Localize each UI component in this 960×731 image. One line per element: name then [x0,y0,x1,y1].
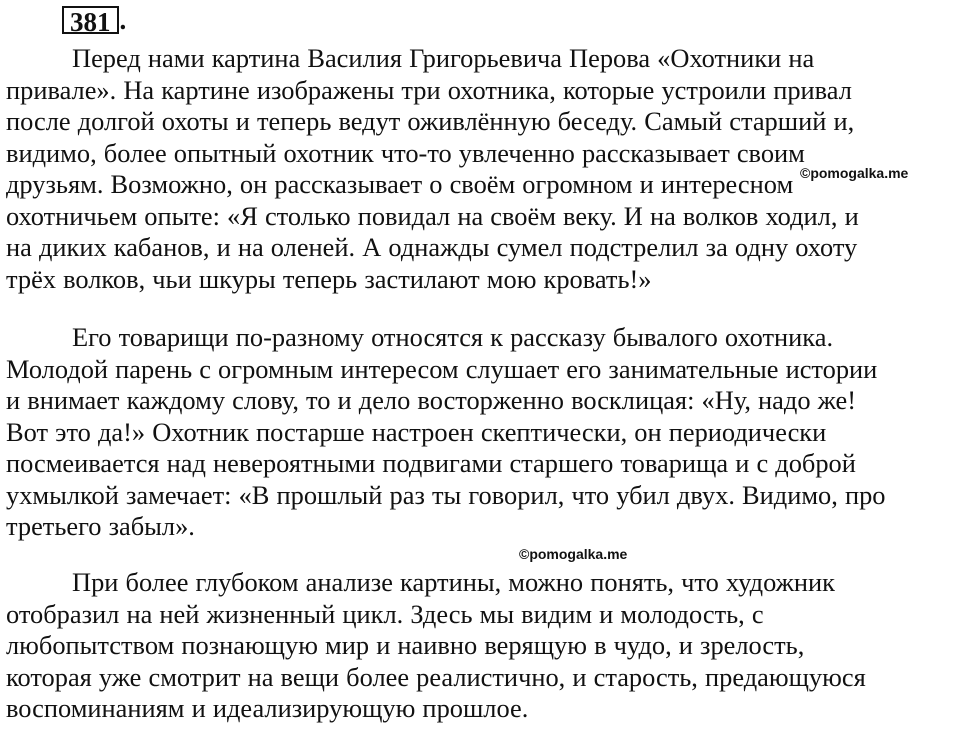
text-line: ухмылкой замечает: «В прошлый раз ты говорил, что убил двух. Видимо, про [6,479,886,510]
exercise-number-box: 381 [62,6,119,34]
exercise-number [62,4,127,37]
text-line: Перед нами картина Василия Григорьевича Перова «Охотники на [72,43,815,73]
text-line: воспоминаниям и идеализирующую прошлое. [6,693,529,723]
text-line: которая уже смотрит на вещи более реалистично, и старость, предающуюся [6,661,866,692]
text-line: трёх волков, чьи шкуры теперь застилают мою кровать!» [6,263,652,294]
text-line: При более глубоком анализе картины, можно понять, что художник [72,567,835,597]
paragraph-2 [6,322,960,543]
text-line: любопытством познающую мир и наивно верящую в чудо, и зрелость, [6,630,805,660]
text-line: после долгой охоты и теперь ведут оживлённую беседу. Самый старший и, [6,106,855,136]
text-line: Вот это да!» Охотник постарше настроен скептически, он периодически [6,416,827,447]
text-line: посмеивается над невероятными подвигами старшего товарища и с доброй [6,448,856,478]
text-line: на диких кабанов, и на оленей. А однажды сумел подстрелил за одну охоту [6,232,858,262]
watermark: ©pomogalka.me [519,546,628,562]
text-line: Его товарищи по-разному относятся к рассказу бывалого охотника. [72,322,834,352]
text-line: друзьям. Возможно, он рассказывает о своём огромном и интересном [6,169,794,199]
watermark: ©pomogalka.me [800,165,909,181]
paragraph-3 [6,567,960,725]
text-line: Молодой парень с огромным интересом слушает его занимательные истории [6,353,878,384]
exercise-number-dot: . [119,5,127,35]
text-line: отобразил на ней жизненный цикл. Здесь мы видим и молодость, с [6,598,764,629]
text-line: видимо, более опытный охотник что-то увлеченно рассказывает своим [6,137,805,168]
text-line: охотничьем опыте: «Я столько повидал на своём веку. И на волков ходил, и [6,200,859,231]
text-line: третьего забыл». [6,511,195,541]
text-line: и внимает каждому слову, то и дело восторженно восклицая: «Ну, надо же! [6,385,857,415]
text-line: привале». На картине изображены три охотника, которые устроили привал [6,74,852,105]
